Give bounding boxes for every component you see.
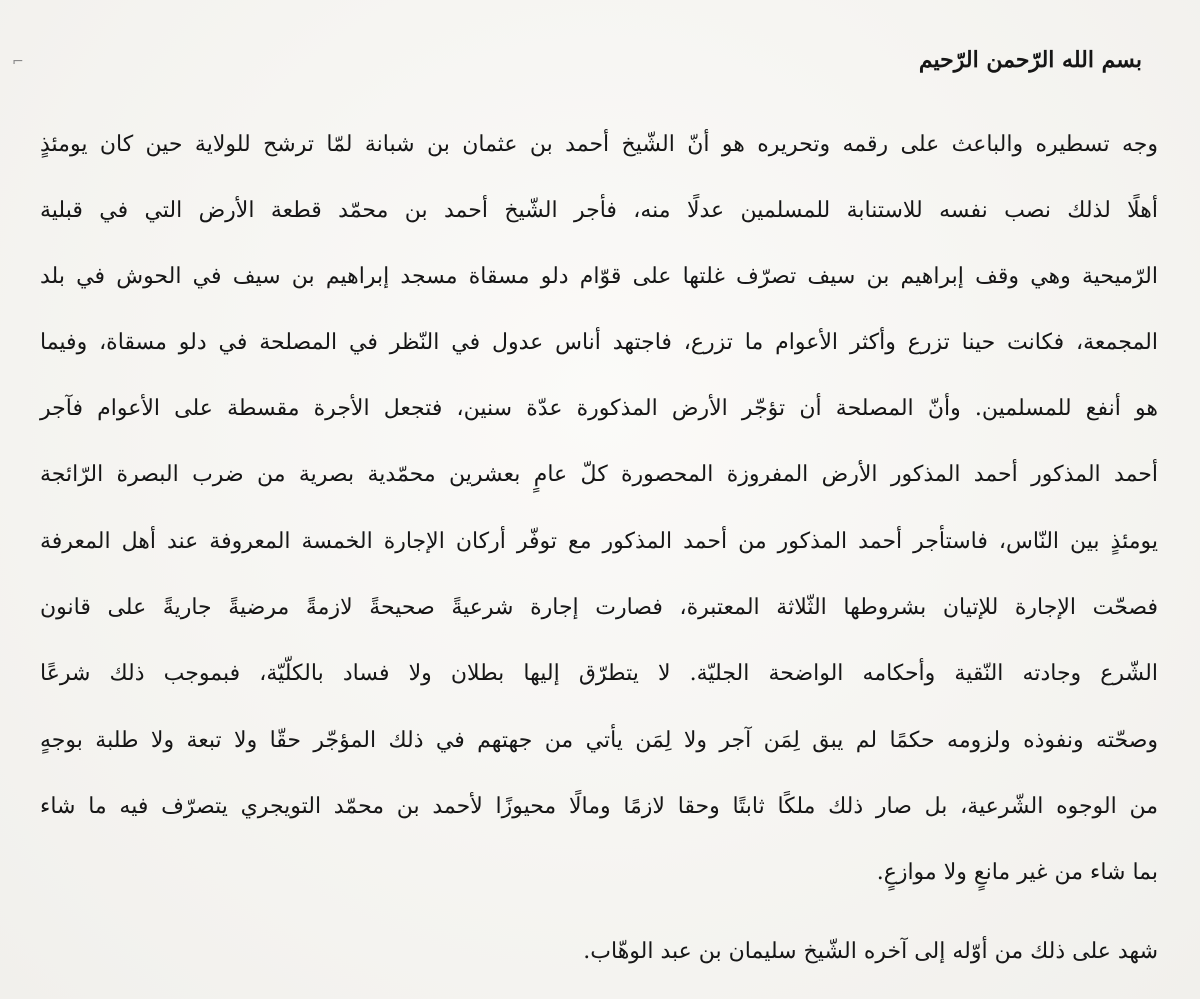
basmala-heading: بسم الله الرّحمن الرّحيم xyxy=(918,47,1142,73)
paragraph-line-8: فصحّت الإجارة للإتيان بشروطها الثّلاثة المعتبرة، فصارت إجارة شرعيةً صحيحةً لازمةً مرضيةً جاريةً على قانون xyxy=(40,595,1158,620)
paragraph-line-11: من الوجوه الشّرعية، بل صار ذلك ملكًا ثابتًا وحقا لازمًا ومالًا محيوزًا لأحمد بن محمّد التويجري يتصرّف فيه ما شاء xyxy=(40,794,1158,819)
witness-line: شهد على ذلك من أوّله إلى آخره الشّيخ سليمان بن عبد الوهّاب. xyxy=(583,939,1158,964)
paragraph-line-7: يومئذٍ بين النّاس، فاستأجر أحمد المذكور من أحمد المذكور مع توفّر أركان الإجارة الخمسة المعروفة عند أهل المعرفة xyxy=(40,529,1158,554)
paragraph-line-3: الرّميحية وهي وقف إبراهيم بن سيف تصرّف غلتها على قوّام دلو مسقاة مسجد إبراهيم بن سيف في الحوش في بلد xyxy=(40,264,1158,289)
paragraph-line-2: أهلًا لذلك نصب نفسه للاستنابة للمسلمين عدلًا منه، فأجر الشّيخ أحمد بن محمّد قطعة الأرض التي في قبلية xyxy=(40,198,1158,223)
paragraph-line-5: هو أنفع للمسلمين. وأنّ المصلحة أن تؤجّر الأرض المذكورة عدّة سنين، فتجعل الأجرة مقسطة على الأعوام فآجر xyxy=(40,396,1158,421)
paragraph-line-6: أحمد المذكور أحمد المذكور الأرض المفروزة المحصورة كلّ عامٍ بعشرين محمّدية بصرية من ضرب البصرة الرّائجة xyxy=(40,462,1158,487)
paragraph-line-4: المجمعة، فكانت حينا تزرع وأكثر الأعوام ما تزرع، فاجتهد أناس عدول في النّظر في المصلحة في دلو مسقاة، وفيما xyxy=(40,330,1158,355)
paragraph-line-12: بما شاء من غير مانعٍ ولا موازعٍ. xyxy=(876,860,1158,885)
paragraph-line-1: وجه تسطيره والباعث على رقمه وتحريره هو أنّ الشّيخ أحمد بن عثمان بن شبانة لمّا ترشح للولاية حين كان يومئذٍ xyxy=(40,132,1158,157)
paragraph-line-10: وصحّته ونفوذه ولزومه حكمًا لم يبق لِمَن آجر ولا لِمَن يأتي من جهتهم في ذلك المؤجّر حقّا ولا تبعة ولا طلبة بوجهٍ xyxy=(40,728,1158,753)
paragraph-line-9: الشّرع وجادته النّقية وأحكامه الواضحة الجليّة. لا يتطرّق إليها بطلان ولا فساد بالكلّيّة، فبموجب ذلك شرعًا xyxy=(40,661,1158,686)
scan-corner-mark: ⌐ xyxy=(12,54,24,70)
